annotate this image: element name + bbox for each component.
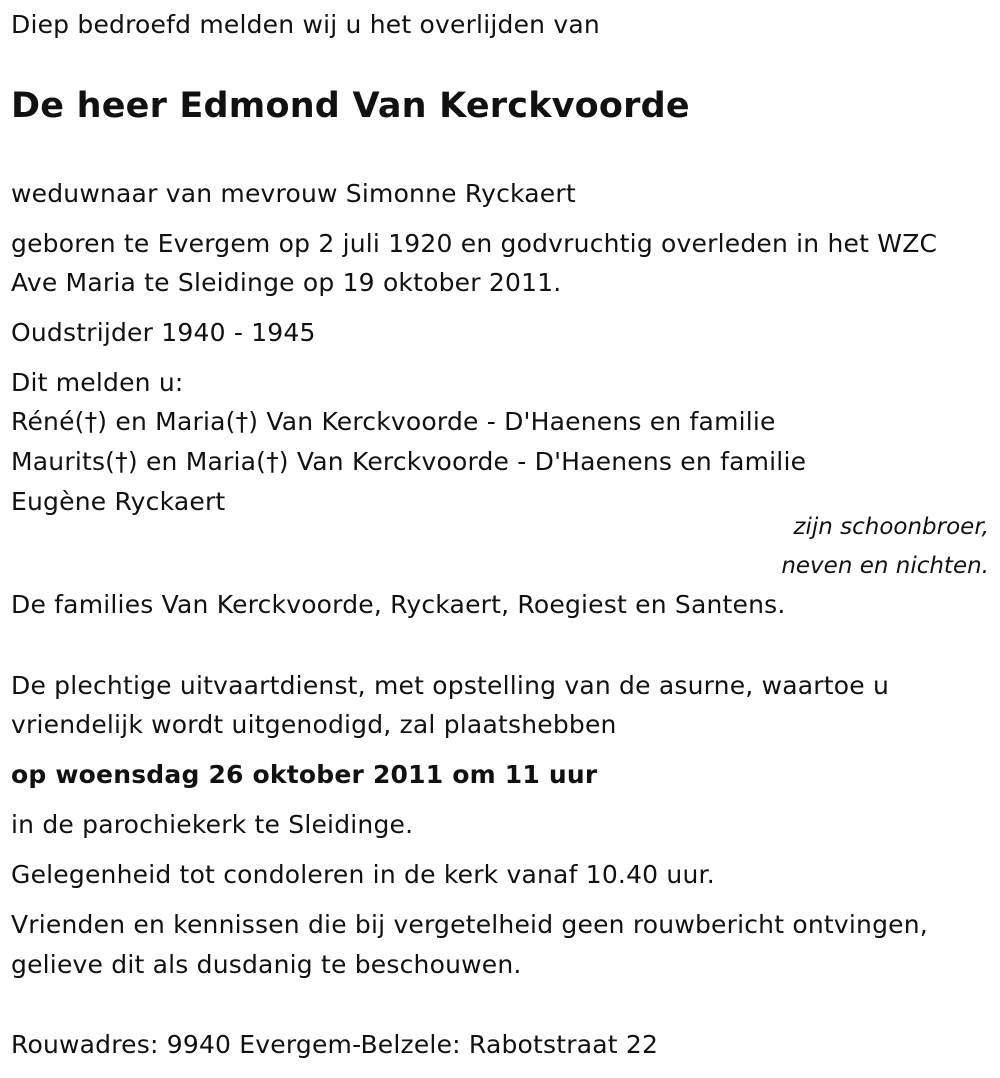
notice-line-1: Vrienden en kennissen die bij vergetelheid geen rouwbericht ontvingen, bbox=[11, 910, 928, 939]
relatives-intro: Dit melden u: bbox=[11, 368, 184, 397]
service-line-1: De plechtige uitvaartdienst, met opstelling van de asurne, waartoe u bbox=[11, 671, 890, 700]
relationship-note-2: neven en nichten. bbox=[781, 553, 989, 579]
service-date: op woensdag 26 oktober 2011 om 11 uur bbox=[11, 760, 598, 789]
relative-line-3: Eugène Ryckaert bbox=[11, 487, 226, 516]
birth-line-1: geboren te Evergem op 2 juli 1920 en godvruchtig overleden in het WZC bbox=[11, 229, 938, 258]
widower-line: weduwnaar van mevrouw Simonne Ryckaert bbox=[11, 179, 576, 208]
relative-line-1: Réné(†) en Maria(†) Van Kerckvoorde - D'Haenens en familie bbox=[11, 407, 776, 436]
announcement-intro: Diep bedroefd melden wij u het overlijden van bbox=[11, 10, 600, 39]
relationship-note-1: zijn schoonbroer, bbox=[793, 514, 989, 540]
mourning-address: Rouwadres: 9940 Evergem-Belzele: Rabotstraat 22 bbox=[11, 1030, 659, 1059]
birth-line-2: Ave Maria te Sleidinge op 19 oktober 2011. bbox=[11, 268, 562, 297]
families-line: De families Van Kerckvoorde, Ryckaert, Roegiest en Santens. bbox=[11, 590, 786, 619]
notice-line-2: gelieve dit als dusdanig te beschouwen. bbox=[11, 950, 522, 979]
veteran-line: Oudstrijder 1940 - 1945 bbox=[11, 318, 316, 347]
service-line-2: vriendelijk wordt uitgenodigd, zal plaatshebben bbox=[11, 710, 617, 739]
relative-line-2: Maurits(†) en Maria(†) Van Kerckvoorde - D'Haenens en familie bbox=[11, 447, 807, 476]
service-location: in de parochiekerk te Sleidinge. bbox=[11, 810, 414, 839]
condolences-line: Gelegenheid tot condoleren in de kerk vanaf 10.40 uur. bbox=[11, 860, 715, 889]
deceased-name: De heer Edmond Van Kerckvoorde bbox=[11, 86, 690, 126]
